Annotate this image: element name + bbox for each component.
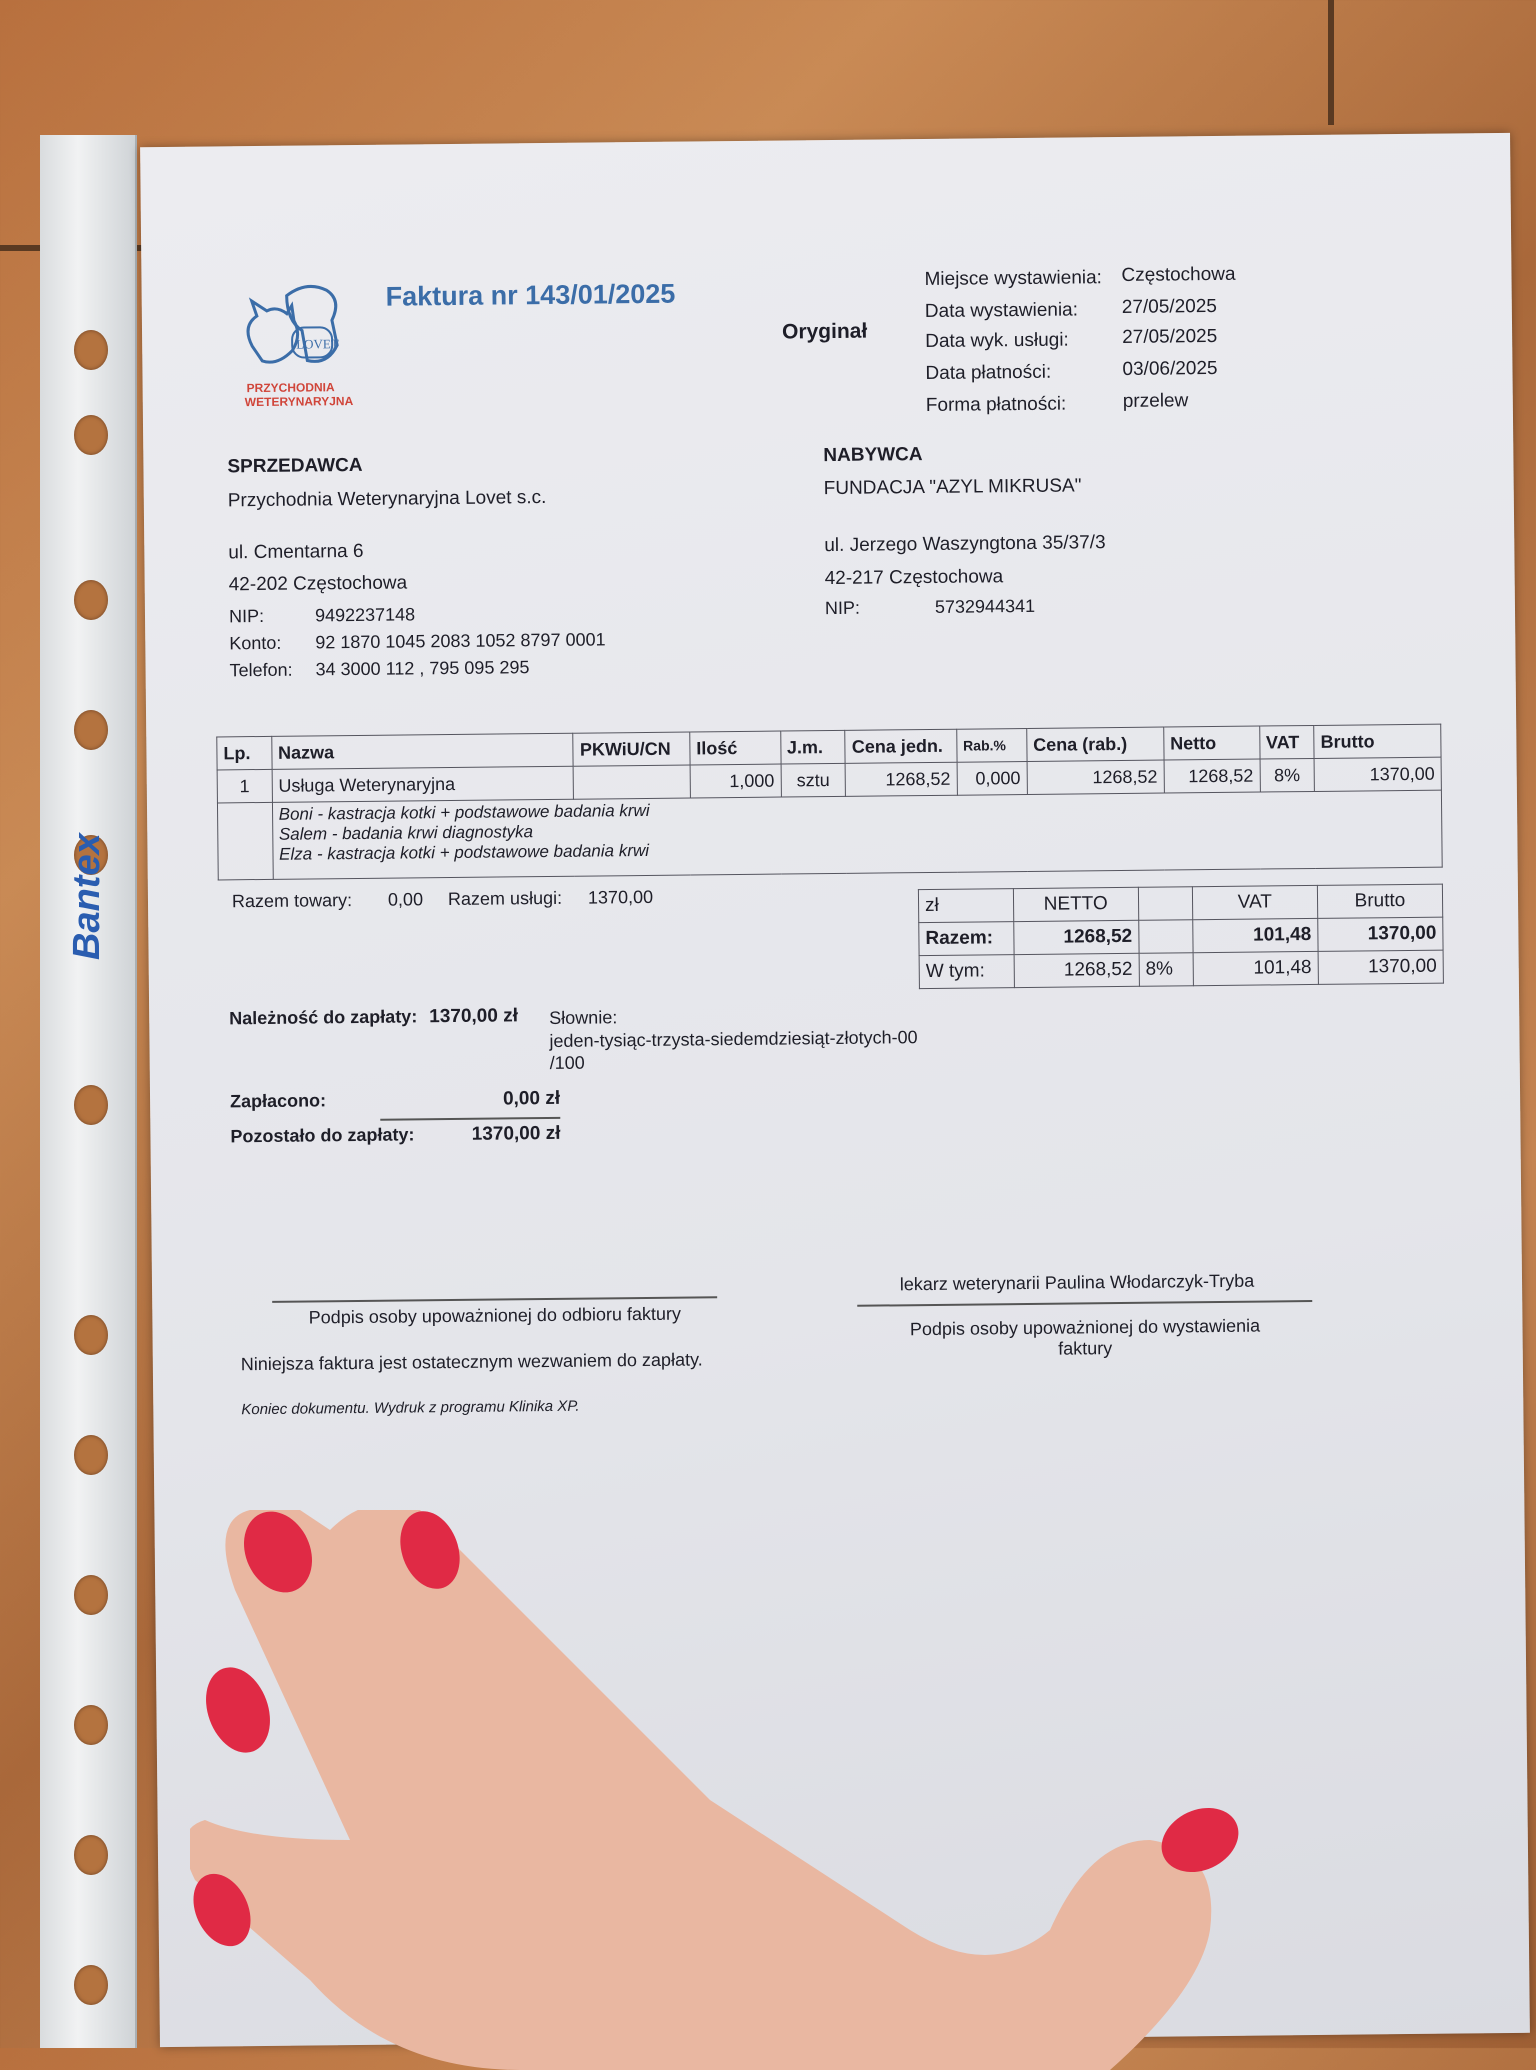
cell-qty: 1,000 [690,764,781,798]
words-label: Słownie: [549,1007,618,1028]
col-qty: Ilość [690,731,781,765]
col-pkwiu: PKWiU/CN [573,732,690,766]
buyer-name: FUNDACJA "AZYL MIKRUSA" [823,475,1082,500]
punch-hole [74,330,108,370]
vat-col-gross: Brutto [1317,884,1443,918]
meta-value: 27/05/2025 [1121,295,1218,318]
buyer-city: 42-217 Częstochowa [824,566,1004,590]
paid-underline [380,1117,560,1120]
goods-total-label: Razem towary: [231,890,353,912]
vat-cell: 101,48 [1192,918,1317,952]
meta-label: Miejsce wystawienia: [924,267,1103,291]
col-name: Nazwa [271,733,573,769]
vat-cell: 8% [1139,953,1193,987]
original-label: Oryginał [781,319,868,344]
meta-value: przelew [1122,390,1189,412]
col-lp: Lp. [217,736,272,770]
seller-account-label: Konto: [229,632,282,654]
paid-amount: 0,00 zł [502,1087,561,1110]
seller-account: 92 1870 1045 2083 1052 8797 0001 [315,629,606,653]
amount-in-words-line2: /100 [549,1052,585,1073]
issuer-caption-line2: faktury [1058,1338,1113,1359]
punch-hole [74,1965,108,2005]
buyer-street: ul. Jerzego Waszyngtona 35/37/3 [824,532,1106,557]
vat-cell: W tym: [919,955,1014,989]
hand-photo [190,1510,1240,2070]
punch-hole [74,1705,108,1745]
remaining-amount: 1370,00 zł [471,1122,561,1145]
vat-cell: 1268,52 [1013,920,1138,954]
punch-hole [74,1575,108,1615]
seller-name: Przychodnia Weterynaryjna Lovet s.c. [227,486,547,512]
punch-hole [74,1835,108,1875]
punch-hole [74,415,108,455]
meta-label: Data płatności: [925,361,1052,385]
vat-col-rate [1138,887,1192,921]
services-total: 1370,00 [587,886,654,908]
col-net: Netto [1163,726,1259,760]
dog-cat-logo-icon [231,275,362,376]
cell-vat: 8% [1260,758,1315,792]
issuer-signature-caption [857,1315,1312,1362]
seller-phone: 34 3000 112 , 795 095 295 [315,657,530,680]
services-total-label: Razem usługi: [447,887,563,910]
tile-grout-vertical [1328,0,1334,125]
amount-due: 1370,00 zł [429,1005,519,1028]
vat-col-vat: VAT [1192,885,1317,919]
punch-hole [74,1435,108,1475]
buyer-nip: 5732944341 [934,595,1036,617]
sheet-protector-sleeve [40,135,137,2048]
receiver-signature-caption: Podpis osoby upoważnionej do odbioru faktury [308,1303,682,1328]
hand-skin [190,1510,1211,2070]
cell-unit-price: 1268,52 [846,762,958,796]
vat-cell: 1268,52 [1014,953,1139,987]
logo-text-line1: PRZYCHODNIA [246,380,335,396]
vat-cell: 101,48 [1193,951,1318,985]
goods-total: 0,00 [387,889,424,910]
paid-label: Zapłacono: [229,1090,327,1112]
vat-col-net: NETTO [1013,887,1138,921]
remaining-label: Pozostało do zapłaty: [230,1124,415,1147]
issuer-caption-line1: Podpis osoby upoważnionej do wystawienia [909,1315,1261,1340]
description-row [217,790,1442,880]
vat-incl-row [919,950,1443,988]
vat-col-currency: zł [918,889,1013,923]
seller-nip-label: NIP: [228,605,265,627]
fingernail [195,1658,281,1761]
punch-hole [74,1315,108,1355]
seller-street: ul. Cmentarna 6 [228,540,364,564]
seller-heading: SPRZEDAWCA [227,454,363,478]
seller-city: 42-202 Częstochowa [228,572,408,596]
invoice-title: Faktura nr 143/01/2025 [385,278,676,312]
col-vat: VAT [1259,725,1314,759]
buyer-heading: NABYWCA [823,444,923,467]
vat-cell [1139,920,1193,954]
vat-cell: Razem: [919,922,1014,956]
cell-pkwiu [574,765,691,799]
description-line: Boni - kastracja kotki + podstawowe badania krwi [278,800,650,824]
description-line: Elza - kastracja kotki + podstawowe badania krwi [278,840,650,864]
meta-value: 27/05/2025 [1122,325,1218,348]
cell-net: 1268,52 [1164,759,1260,793]
issuer-signature-line [857,1300,1312,1306]
issuer-name: lekarz weterynarii Paulina Włodarczyk-Tryba [899,1270,1255,1295]
seller-phone-label: Telefon: [229,659,293,681]
cell-unit: sztu [781,763,846,797]
final-notice: Niniejsza faktura jest ostatecznym wezwaniem do zapłaty. [240,1349,703,1375]
punch-hole [74,1085,108,1125]
end-note: Koniec dokumentu. Wydruk z programu Klinika XP. [241,1397,580,1419]
seller-nip: 9492237148 [314,604,416,626]
punch-hole [74,580,108,620]
svg-text:LOVET: LOVET [296,336,339,352]
vat-cell: 1370,00 [1318,917,1444,951]
meta-label: Data wystawienia: [924,299,1079,323]
clinic-logo [231,275,362,416]
vat-sum-row [919,917,1443,955]
meta-label: Forma płatności: [925,393,1067,417]
logo-text-line2: WETERYNARYJNA [244,394,354,410]
vat-cell: 1370,00 [1318,950,1444,984]
vat-header-row [918,884,1442,922]
cell-name: Usługa Weterynaryjna [272,766,574,802]
items-table [216,724,1442,881]
col-discount: Rab.% [956,728,1026,762]
amount-in-words-line1: jeden-tysiąc-trzysta-siedemdziesiąt-złotych-00 [549,1027,918,1051]
cell-gross: 1370,00 [1314,757,1441,791]
col-unit-price: Cena jedn. [845,729,957,763]
vat-summary-table [918,884,1444,989]
col-discounted-price: Cena (rab.) [1026,727,1163,761]
sleeve-brand: Bantex [66,833,108,960]
col-unit: J.m. [780,730,845,764]
cell-discounted-price: 1268,52 [1027,760,1164,794]
receiver-signature-line [272,1296,717,1302]
cell-lp: 1 [217,769,272,803]
meta-value: 03/06/2025 [1122,357,1218,380]
meta-value: Częstochowa [1121,263,1236,286]
punch-hole [74,710,108,750]
amount-due-label: Należność do zapłaty: [229,1006,418,1029]
cell-discount: 0,000 [957,761,1027,795]
buyer-nip-label: NIP: [824,597,861,619]
col-gross: Brutto [1314,724,1441,758]
meta-label: Data wyk. usługi: [925,329,1069,353]
description-line: Salem - badania krwi diagnostyka [278,822,534,844]
